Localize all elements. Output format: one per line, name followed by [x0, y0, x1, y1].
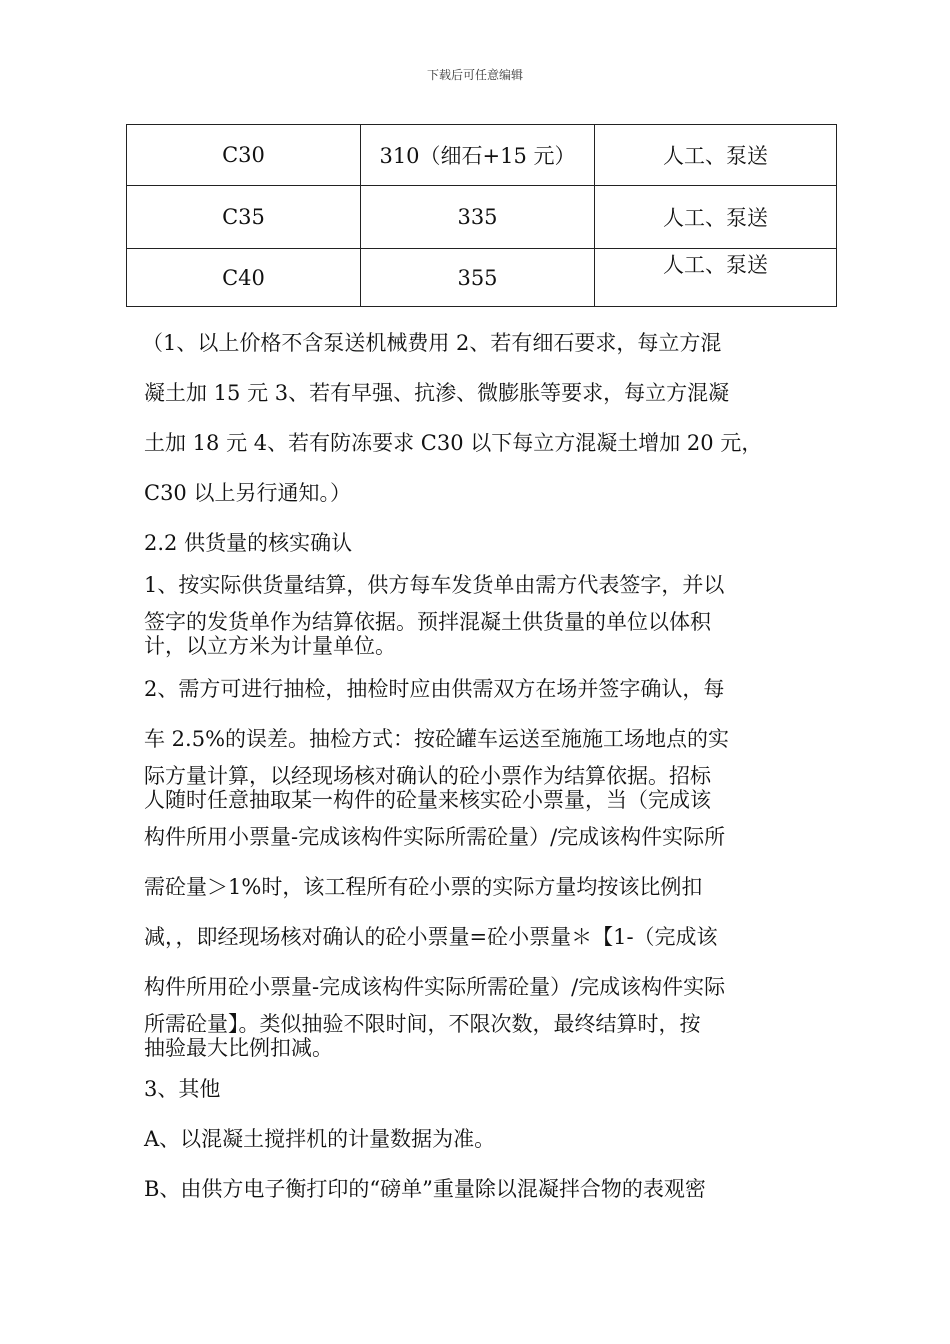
paragraph-item-1: [144, 572, 824, 658]
grade-cell: C40: [127, 249, 361, 307]
text-line: 车 2.5%的误差。抽检方式：按砼罐车运送至施施工场地点的实: [144, 727, 730, 751]
section-heading: 2.2 供货量的核实确认: [144, 531, 353, 555]
text-line: 凝土加 15 元 3、若有早强、抗渗、微膨胀等要求，每立方混凝: [144, 381, 730, 405]
text-line: 构件所用小票量-完成该构件实际所需砼量）/完成该构件实际所: [144, 825, 726, 849]
grade-cell: C30: [127, 125, 361, 186]
price-cell: 335: [361, 186, 595, 249]
price-table: [126, 124, 837, 307]
text-line: 签字的发货单作为结算依据。预拌混凝土供货量的单位以体积: [144, 610, 711, 634]
section-heading: 3、其他: [144, 1077, 221, 1101]
grade-cell: C35: [127, 186, 361, 249]
page-header: 下载后可任意编辑: [426, 68, 523, 82]
price-note: [144, 318, 824, 518]
text-line: 抽验最大比例扣减。: [144, 1036, 333, 1060]
text-line: 计，以立方米为计量单位。: [144, 634, 396, 658]
table-row: [127, 125, 837, 186]
text-line: 土加 18 元 4、若有防冻要求 C30 以下每立方混凝土增加 20 元，: [144, 431, 763, 455]
text-line: 减，，即经现场核对确认的砼小票量=砼小票量＊【1-（完成该: [144, 925, 718, 949]
text-line: A、以混凝土搅拌机的计量数据为准。: [144, 1127, 496, 1151]
text-line: 1、按实际供货量结算，供方每车发货单由需方代表签字，并以: [144, 573, 725, 597]
method-cell: 人工、泵送: [595, 125, 837, 186]
price-cell: 355: [361, 249, 595, 307]
text-line: B、由供方电子衡打印的“磅单”重量除以混凝拌合物的表观密: [144, 1177, 706, 1201]
text-line: 2、需方可进行抽检，抽检时应由供需双方在场并签字确认，每: [144, 677, 725, 701]
method-cell: 人工、泵送: [595, 249, 837, 307]
text-line: 构件所用砼小票量-完成该构件实际所需砼量）/完成该构件实际: [144, 975, 726, 999]
price-cell: 310（细石+15 元）: [361, 125, 595, 186]
text-line: （1、以上价格不含泵送机械费用 2、若有细石要求，每立方混: [142, 331, 722, 355]
table-row: [127, 249, 837, 307]
text-line: 人随时任意抽取某一构件的砼量来核实砼小票量，当（完成该: [144, 788, 711, 812]
table-row: [127, 186, 837, 249]
text-line: C30 以上另行通知。）: [144, 481, 351, 505]
document-body: [144, 318, 824, 1214]
paragraph-item-2: [144, 664, 824, 1060]
text-line: 需砼量＞1%时，该工程所有砼小票的实际方量均按该比例扣: [144, 875, 703, 899]
method-cell: 人工、泵送: [595, 186, 837, 249]
text-line: 际方量计算，以经现场核对确认的砼小票作为结算依据。招标: [144, 764, 711, 788]
text-line: 所需砼量】。类似抽验不限时间，不限次数，最终结算时，按: [144, 1012, 701, 1036]
